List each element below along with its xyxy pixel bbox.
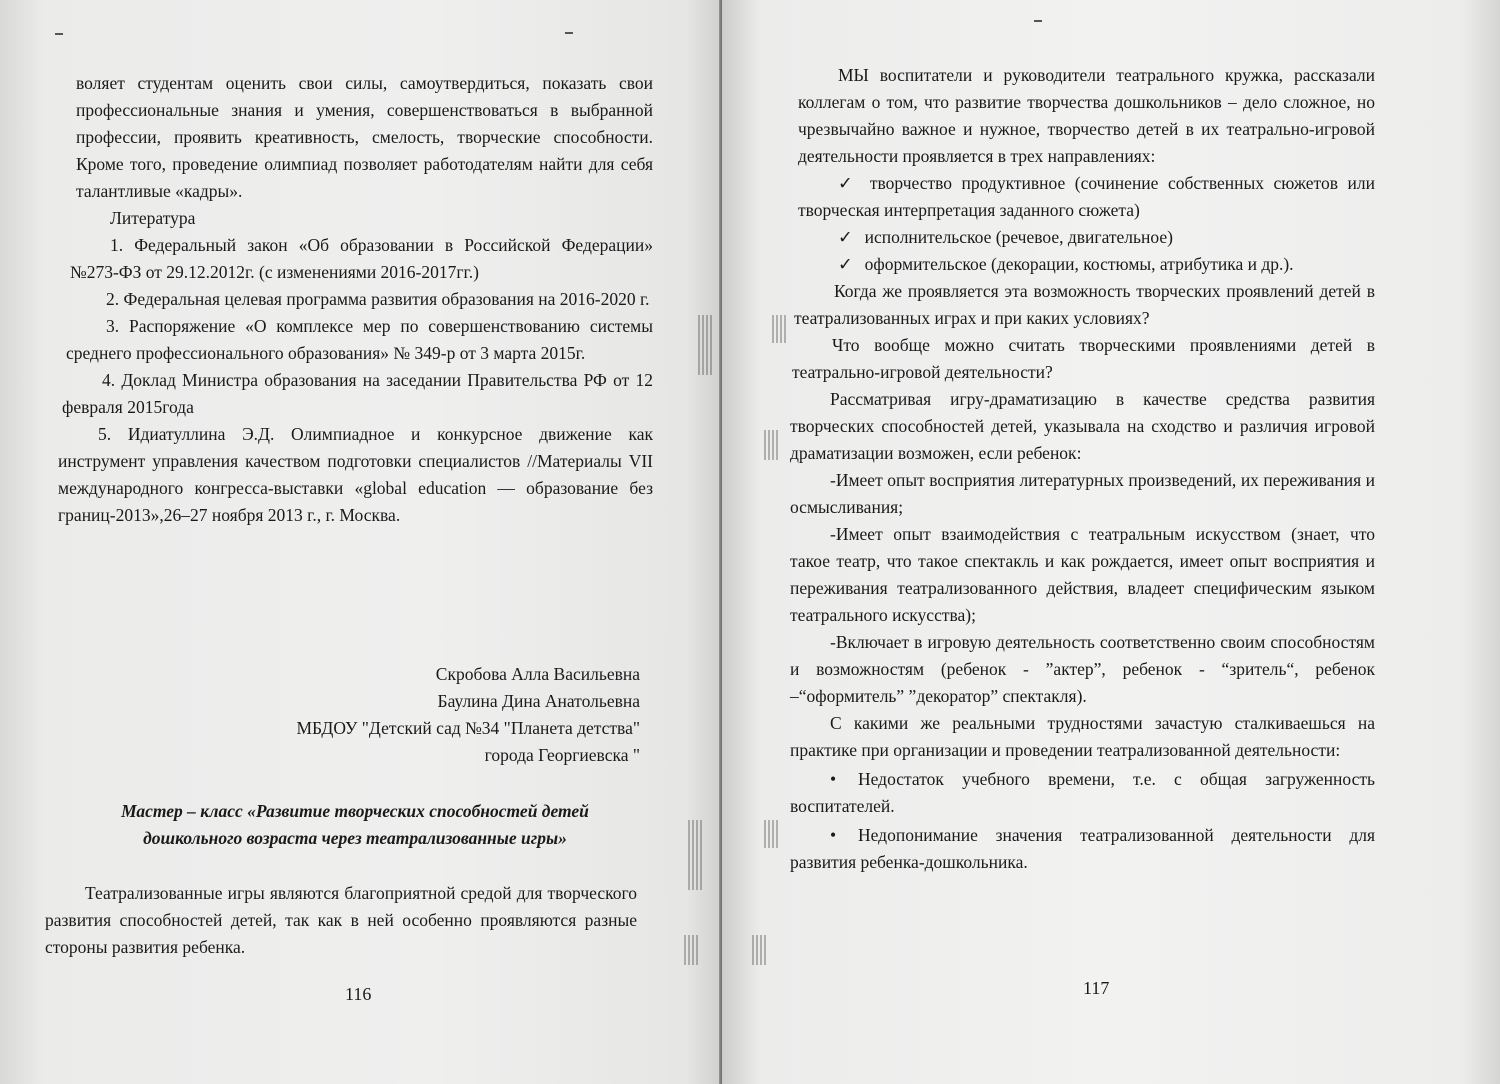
paragraph: -Имеет опыт взаимодействия с театральным искусством (знает, что такое театр, что такое спектакль и как рождается, имеет опыт восприятия и переживания театрализованного действия, владеет специфическим языком театрального искусства); (790, 524, 1375, 625)
paragraph: Когда же проявляется эта возможность творческих проявлений детей в театрализованных играх и при каких условиях? (794, 281, 1375, 328)
page-number: 116 (345, 984, 372, 1004)
author-city: города Георгиевска " (484, 745, 640, 765)
scan-artifact (752, 935, 766, 965)
right-page (722, 0, 1500, 1084)
article-title (40, 798, 670, 852)
reference-item: 1. Федеральный закон «Об образовании в Российской Федерации» №273-ФЗ от 29.12.2012г. (с изменениями 2016-2017гг.) (70, 235, 653, 282)
bullet-dot-icon: • (830, 825, 837, 845)
scan-mark (1034, 20, 1042, 22)
reference-item: 5. Идиатуллина Э.Д. Олимпиадное и конкурсное движение как инструмент управления качеством подготовки специалистов //Материалы VII международного конгресса-выставки «global education — образование без границ-2013»,26–27 ноября 2013 г., г. Москва. (58, 424, 653, 525)
check-item: ✓ оформительское (декорации, костюмы, атрибутика и др.). (790, 251, 1375, 278)
scan-artifact (772, 315, 786, 343)
paragraph: Что вообще можно считать творческими проявлениями детей в театрально-игровой деятельности? (792, 335, 1375, 382)
article-title-line: дошкольного возраста через театрализованные игры» (143, 828, 567, 848)
scan-artifact (698, 315, 712, 375)
paragraph: воляет студентам оценить свои силы, самоутвердиться, показать свои профессиональные знания и умения, совершенствоваться в выбранной профессии, проявить креативность, смелость, творческие способности. Кроме того, проведение олимпиад позволяет работодателям найти для себя талантливые «кадры». (76, 73, 653, 201)
paragraph: Театрализованные игры являются благоприятной средой для творческого развития способностей детей, так как в ней особенно проявляются разные стороны развития ребенка. (45, 883, 637, 957)
paragraph: -Включает в игровую деятельность соответственно своим способностям и возможностям (ребенок - ”актер”, ребенок - “зритель“, ребенок –“оформитель” ”декоратор” спектакля). (790, 632, 1375, 706)
right-text-column (790, 62, 1375, 876)
reference-item: 3. Распоряжение «О комплексе мер по совершенствованию системы среднего профессионального образования» № 349-р от 3 марта 2015г. (66, 316, 653, 363)
check-item: ✓ творчество продуктивное (сочинение собственных сюжетов или творческая интерпретация заданного сюжета) (790, 170, 1375, 224)
scan-mark (55, 33, 63, 35)
left-page (0, 0, 722, 1084)
bullet-text: Недопонимание значения театрализованной деятельности для развития ребенка-дошкольника. (790, 825, 1375, 872)
scan-artifact (764, 430, 778, 460)
author-name: Скробова Алла Васильевна (435, 664, 640, 684)
left-text-column (58, 70, 653, 529)
paragraph: -Имеет опыт восприятия литературных произведений, их переживания и осмысливания; (790, 470, 1375, 517)
page-number: 117 (1083, 978, 1110, 998)
author-name: Баулина Дина Анатольевна (437, 691, 640, 711)
bullet-text: Недостаток учебного времени, т.е. с общая загруженность воспитателей. (790, 769, 1375, 816)
paragraph: С какими же реальными трудностями зачастую сталкиваешься на практике при организации и проведении театрализованной деятельности: (790, 713, 1375, 760)
article-intro (45, 880, 637, 961)
scan-artifact (688, 820, 702, 890)
check-item: ✓ исполнительское (речевое, двигательное) (790, 224, 1375, 251)
literature-heading: Литература (110, 208, 196, 228)
bullet-dot-icon: • (830, 769, 837, 789)
bullet-item (790, 822, 1375, 876)
scan-artifact (764, 820, 778, 848)
scan-artifact (684, 935, 698, 965)
paragraph: МЫ воспитатели и руководители театрального кружка, рассказали коллегам о том, что развитие творчества дошкольников – дело сложное, но чрезвычайно важное и нужное, творчество детей в их театрально-игровой деятельности проявляется в трех направлениях: (798, 65, 1375, 166)
reference-item: 2. Федеральная целевая программа развития образования на 2016-2020 г. (106, 289, 650, 309)
scan-mark (565, 32, 573, 34)
author-organization: МБДОУ "Детский сад №34 "Планета детства" (296, 718, 640, 738)
author-block (150, 661, 640, 769)
reference-item: 4. Доклад Министра образования на заседании Правительства РФ от 12 февраля 2015года (62, 370, 653, 417)
article-title-line: Мастер – класс «Развитие творческих способностей детей (121, 801, 589, 821)
bullet-item (790, 766, 1375, 820)
paragraph: Рассматривая игру-драматизацию в качестве средства развития творческих способностей детей, указывала на сходство и различия игровой драматизации возможен, если ребенок: (790, 389, 1375, 463)
